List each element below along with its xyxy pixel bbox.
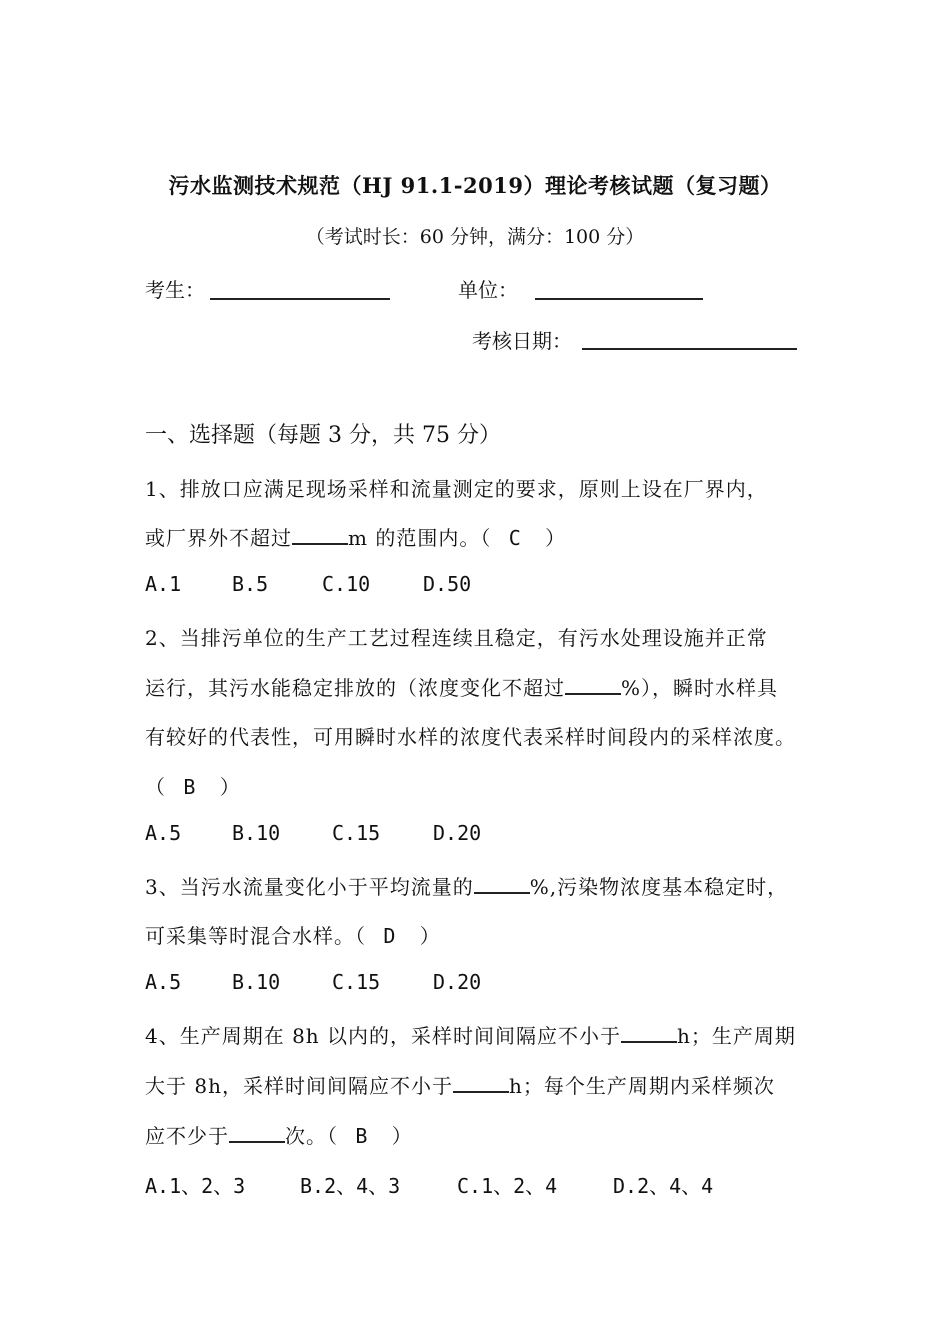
examinee-label: 考生： [145,278,205,302]
question-1-line-1: 1、排放口应满足现场采样和流量测定的要求，原则上设在厂界内， [145,477,768,501]
question-1-option-b: B.5 [232,572,269,596]
exam-date-field[interactable] [582,348,797,350]
question-3-blank [474,874,530,894]
question-4-blank-3 [229,1123,285,1143]
question-3-option-a: A.5 [145,970,182,994]
question-4-answer: B [355,1124,369,1148]
question-1-option-d: D.50 [423,572,472,596]
question-2-line-3: 有较好的代表性，可用瞬时水样的浓度代表采样时间段内的采样浓度。 [145,725,796,749]
question-3-option-c: C.15 [332,970,381,994]
question-4-blank-1 [621,1023,677,1043]
question-3-option-b: B.10 [232,970,281,994]
exam-date-label: 考核日期： [472,329,572,353]
question-4-option-d: D.2、4、4 [613,1174,714,1198]
question-3-line-1: 3、当污水流量变化小于平均流量的 %,污染物浓度基本稳定时， [145,875,789,899]
question-4-line-3: 应不少于 次。（ B ） [145,1124,413,1148]
question-1-option-a: A.1 [145,572,182,596]
section-title: 一、选择题（每题 3 分，共 75 分） [145,423,501,448]
question-2-option-d: D.20 [433,821,482,845]
unit-label: 单位： [458,278,518,302]
question-2-option-c: C.15 [332,821,381,845]
examinee-field[interactable] [210,298,390,300]
question-3-option-d: D.20 [433,970,482,994]
question-4-option-a: A.1、2、3 [145,1174,246,1198]
question-1-line-2: 或厂界外不超过 m 的范围内。（ C ） [145,526,567,550]
question-4-line-1: 4、生产周期在 8h 以内的，采样时间间隔应不小于 h；生产周期 [145,1024,796,1048]
question-2-option-b: B.10 [232,821,281,845]
question-2-option-a: A.5 [145,821,182,845]
question-2-line-1: 2、当排污单位的生产工艺过程连续且稳定，有污水处理设施并正常 [145,626,768,650]
question-4-line-2: 大于 8h，采样时间间隔应不小于 h；每个生产周期内采样频次 [145,1074,775,1098]
question-4-option-c: C.1、2、4 [457,1174,558,1198]
question-1-option-c: C.10 [322,572,371,596]
question-2-blank [565,675,621,695]
question-2-answer: B [183,775,197,799]
unit-field[interactable] [535,298,703,300]
exam-subtitle: （考试时长：60 分钟，满分：100 分） [305,226,645,248]
question-3-answer: D [383,924,397,948]
question-2-line-2: 运行，其污水能稳定排放的（浓度变化不超过 %），瞬时水样具 [145,676,779,700]
question-4-option-b: B.2、4、3 [300,1174,401,1198]
question-3-line-2: 可采集等时混合水样。（ D ） [145,924,441,948]
question-1-answer: C [508,526,522,550]
question-4-blank-2 [453,1073,509,1093]
question-2-answer-line: （ B ） [145,775,241,799]
page-title: 污水监测技术规范（HJ 91.1-2019）理论考核试题（复习题） [168,173,782,198]
question-1-blank [292,525,348,545]
